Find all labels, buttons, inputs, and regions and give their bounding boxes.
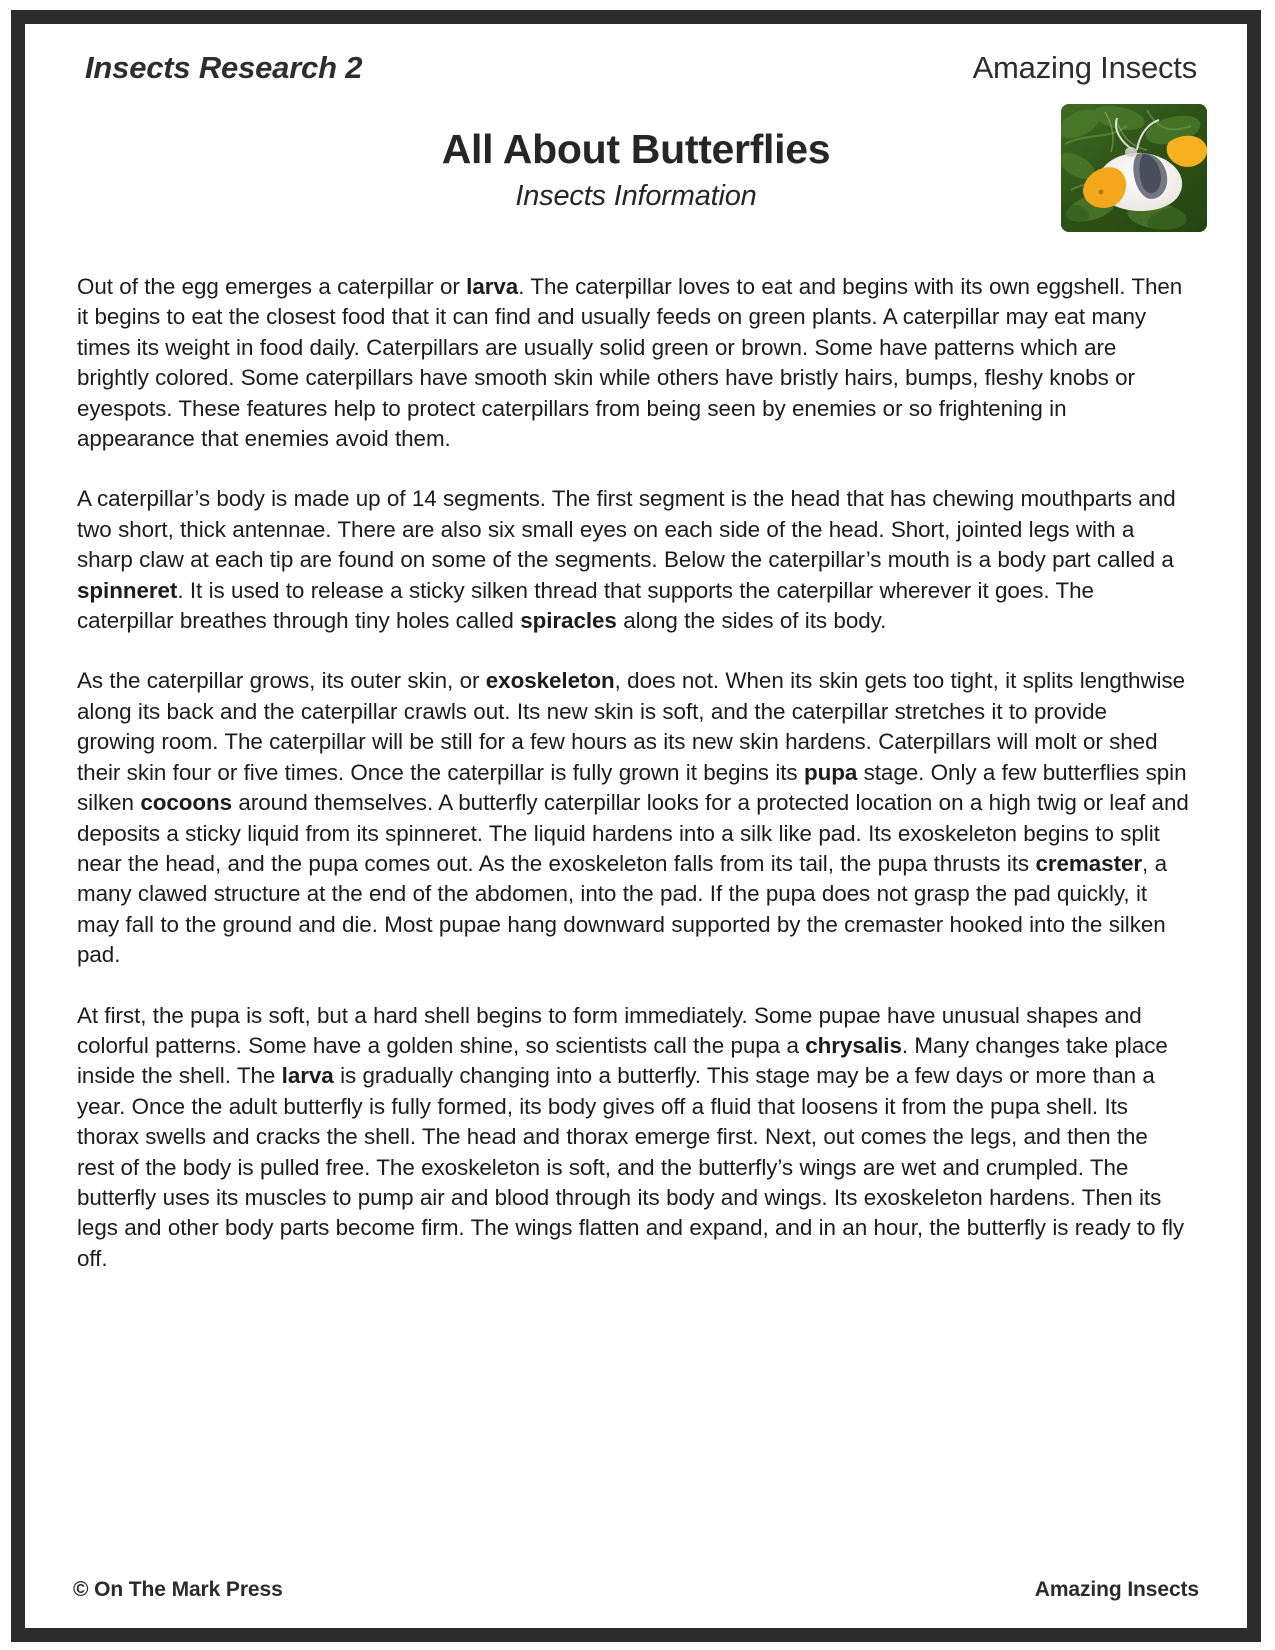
article-body: [69, 272, 1203, 1274]
footer-series-label: Amazing Insects: [1034, 1578, 1199, 1601]
butterfly-photo: [1061, 104, 1207, 232]
vocabulary-term: larva: [466, 274, 519, 299]
title-block: [69, 114, 1203, 246]
page-border-frame: [11, 10, 1261, 1642]
vocabulary-term: exoskeleton: [485, 668, 615, 694]
paragraph-2: A caterpillar’s body is made up of 14 segments. The first segment is the head that has chewing mouthparts and two short, thick antennae. There are also six small eyes on each side of the head. Short, jointed legs with a sharp claw at each tip are found on some of the segments. Below the caterpillar’s mouth is a body part called a spinneret. It is used to release a sticky silken thread that supports the caterpillar wherever it goes. The caterpillar breathes through tiny holes called spiracles along the sides of its body.: [77, 486, 1176, 634]
vocabulary-term: pupa: [803, 759, 858, 785]
page-header: [69, 50, 1203, 104]
page-content: [25, 24, 1247, 1628]
vocabulary-term: larva: [281, 1063, 334, 1089]
vocabulary-term: chrysalis: [805, 1032, 902, 1058]
paragraph-1: Out of the egg emerges a caterpillar or larva. The caterpillar loves to eat and begins with its own eggshell. Then it begins to eat the closest food that it can find and usually feeds on green plants. A caterpillar may eat many times its weight in food daily. Caterpillars are usually solid green or brown. Some have patterns which are brightly colored. Some caterpillars have smooth skin while others have bristly hairs, bumps, fleshy knobs or eyespots. These features help to protect caterpillars from being seen by enemies or so frightening in appearance that enemies avoid them.: [77, 274, 1183, 452]
page-subtitle: Insects Information: [515, 180, 757, 213]
header-series-label: Amazing Insects: [972, 50, 1197, 85]
page-title: All About Butterflies: [441, 126, 831, 172]
butterfly-photo-graphic: [1061, 104, 1207, 232]
vocabulary-term: spinneret: [77, 577, 178, 603]
paragraph-3: As the caterpillar grows, its outer skin, or exoskeleton, does not. When its skin gets too tight, it splits lengthwise along its back and the caterpillar crawls out. Its new skin is soft, and the caterpillar stretches it to provide growing room. The caterpillar will be still for a few hours as its new skin hardens. Caterpillars will molt or shed their skin four or five times. Once the caterpillar is fully grown it begins its pupa stage. Only a few butterflies spin silken cocoons around themselves. A butterfly caterpillar looks for a protected location on a high twig or leaf and deposits a sticky liquid from its spinneret. The liquid hardens into a silk like pad. Its exoskeleton begins to split near the head, and the pupa comes out. As the exoskeleton falls from its tail, the pupa thrusts its cremaster, a many clawed structure at the end of the abdomen, into the pad. If the pupa does not grasp the pad quickly, it may fall to the ground and die. Most pupae hang downward supported by the cremaster hooked into the silken pad.: [77, 668, 1189, 968]
vocabulary-term: cremaster: [1035, 850, 1143, 876]
paragraph-4: At first, the pupa is soft, but a hard shell begins to form immediately. Some pupae have unusual shapes and colorful patterns. Some have a golden shine, so scientists call the pupa a chrysalis. Many changes take place inside the shell. The larva is gradually changing into a butterfly. This stage may be a few days or more than a year. Once the adult butterfly is fully formed, its body gives off a fluid that loosens it from the pupa shell. Its thorax swells and cracks the shell. The head and thorax emerge first. Next, out comes the legs, and then the rest of the body is pulled free. The exoskeleton is soft, and the butterfly’s wings are wet and crumpled. The butterfly uses its muscles to pump air and blood through its body and wings. Its exoskeleton hardens. Then its legs and other body parts become firm. The wings flatten and expand, and in an hour, the butterfly is ready to fly off.: [77, 1002, 1185, 1271]
vocabulary-term: cocoons: [140, 790, 233, 816]
vocabulary-term: spiracles: [520, 608, 617, 634]
page-footer: [69, 1578, 1203, 1602]
header-worksheet-label: Insects Research 2: [85, 50, 363, 85]
footer-copyright: © On The Mark Press: [73, 1578, 283, 1601]
